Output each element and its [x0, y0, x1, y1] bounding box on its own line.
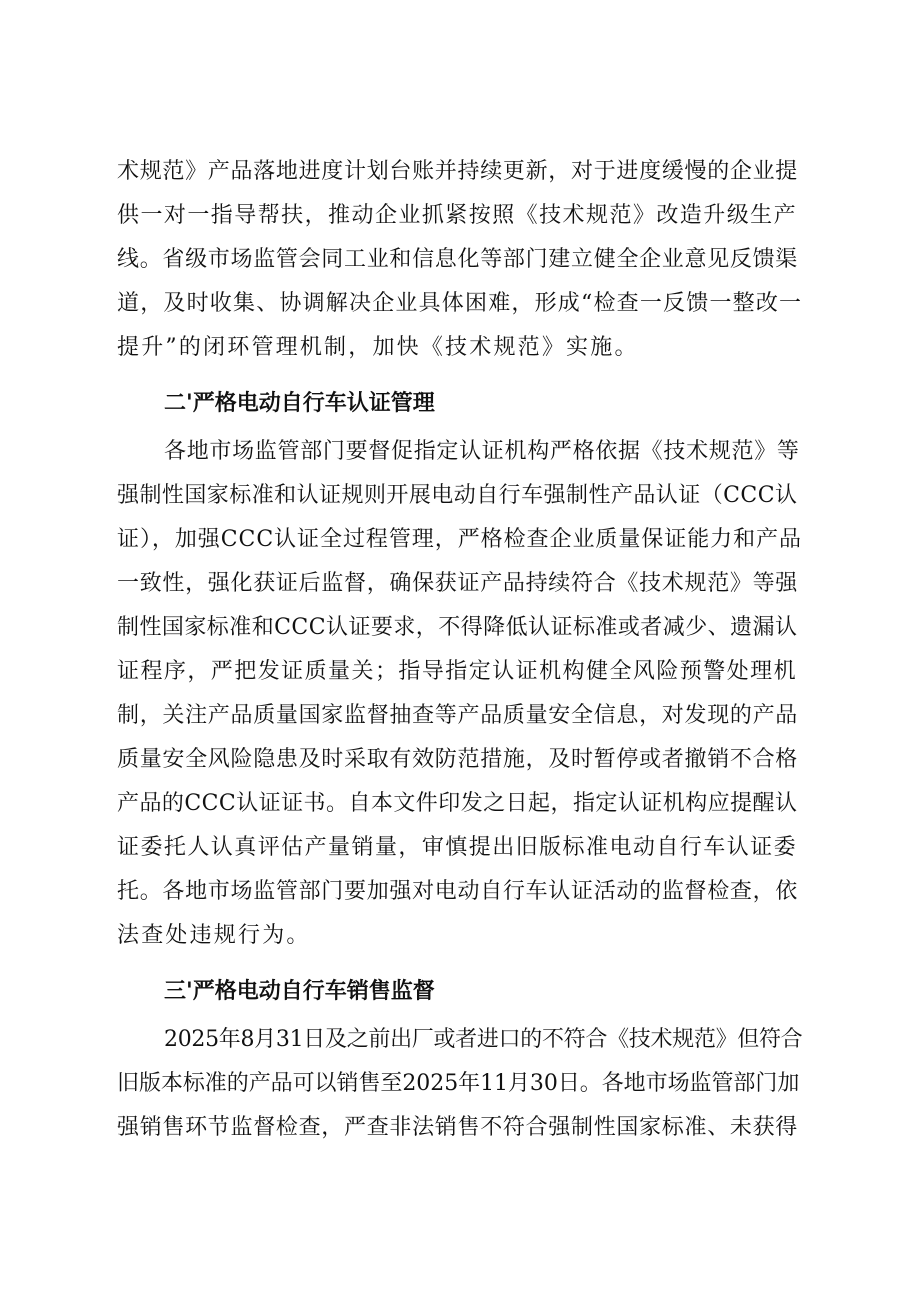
paragraph-line: 产品的CCC认证证书。自本文件印发之日起，指定认证机构应提醒认: [117, 791, 798, 816]
section-heading: 二'严格电动自行车认证管理: [164, 391, 435, 416]
paragraph-line: 2025年8月31日及之前出厂或者进口的不符合《技术规范》但符合: [164, 1027, 803, 1052]
paragraph-line: 托。各地市场监管部门要加强对电动自行车认证活动的监督检查，依: [117, 879, 799, 904]
paragraph-line: 证程序，严把发证质量关；指导指定认证机构健全风险预警处理机: [117, 659, 798, 684]
paragraph-line: 证），加强CCC认证全过程管理，严格检查企业质量保证能力和产品: [117, 527, 802, 552]
paragraph-line: 制，关注产品质量国家监督抽查等产品质量安全信息，对发现的产品: [117, 703, 799, 728]
paragraph-line: 法查处违规行为。: [117, 923, 311, 948]
paragraph-line: 证委托人认真评估产量销量，审慎提出旧版标准电动自行车认证委: [117, 835, 798, 860]
paragraph-line: 强销售环节监督检查，严查非法销售不符合强制性国家标准、未获得: [117, 1115, 799, 1140]
paragraph-line: 一致性，强化获证后监督，确保获证产品持续符合《技术规范》等强: [117, 571, 799, 596]
paragraph-line: 旧版本标准的产品可以销售至2025年11月30日。各地市场监管部门加: [117, 1071, 800, 1096]
paragraph-line: 强制性国家标准和认证规则开展电动自行车强制性产品认证（CCC认: [117, 483, 798, 508]
paragraph-line: 线。省级市场监管会同工业和信息化等部门建立健全企业意见反馈渠: [117, 247, 799, 272]
paragraph-line: 术规范》产品落地进度计划台账并持续更新，对于进度缓慢的企业提: [117, 159, 799, 184]
paragraph-line: 提升”的闭环管理机制，加快《技术规范》实施。: [117, 335, 639, 360]
paragraph-line: 制性国家标准和CCC认证要求，不得降低认证标准或者减少、遗漏认: [117, 615, 798, 640]
paragraph-line: 供一对一指导帮扶，推动企业抓紧按照《技术规范》改造升级生产: [117, 203, 798, 228]
paragraph-line: 道，及时收集、协调解决企业具体困难，形成“检查一反馈一整改一: [117, 291, 803, 316]
section-heading: 三'严格电动自行车销售监督: [164, 979, 435, 1004]
paragraph-line: 各地市场监管部门要督促指定认证机构严格依据《技术规范》等: [164, 439, 800, 464]
paragraph-line: 质量安全风险隐患及时采取有效防范措施，及时暂停或者撤销不合格: [117, 747, 799, 772]
